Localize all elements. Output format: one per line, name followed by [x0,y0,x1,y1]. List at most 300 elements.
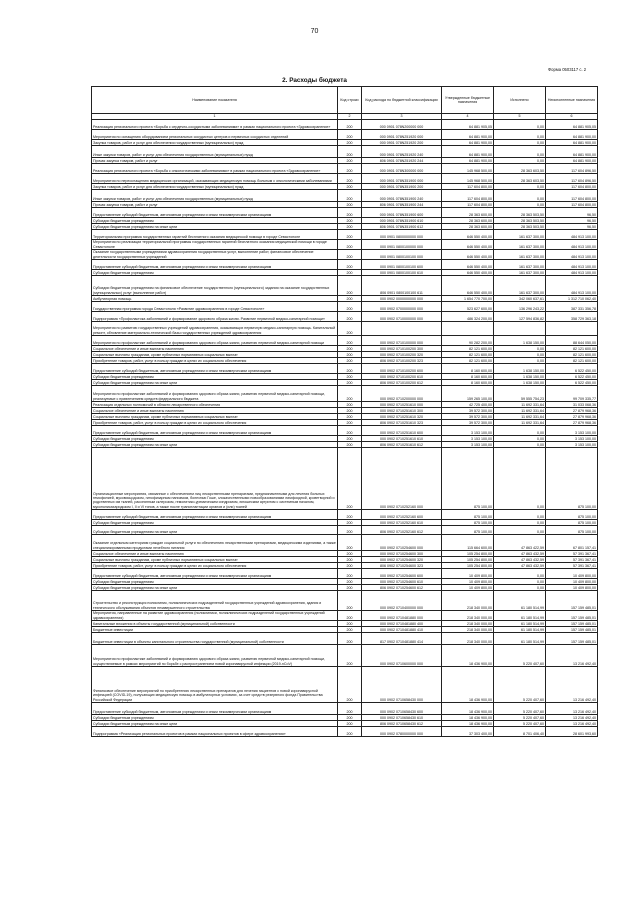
row-name-cell: Предоставление субсидий бюджетным, автономным учреждениям и иным некоммерческим организациям [92,364,338,374]
row-unexecuted-cell: 1 312 710 062,40 [546,296,598,302]
row-approved-cell: 646 550 400,00 [442,230,494,240]
row-approved-cell: 8 160 600,00 [442,380,494,386]
row-kbk-cell: 000 0902 0710254600 600 [362,569,442,579]
row-approved-cell: 28 363 600,00 [442,218,494,224]
row-approved-cell: 39 572 300,00 [442,414,494,420]
row-executed-cell: 0,00 [494,130,546,140]
table-row [92,312,598,322]
row-approved-cell: 523 627 600,00 [442,302,494,312]
row-name-cell: Капитальные вложения в объекты государственной (муниципальной) собственности [92,621,338,627]
row-unexecuted-cell: 484 913 100,00 [546,260,598,270]
row-kbk-cell: 000 0901 0800100100 610 [362,270,442,276]
row-executed-cell: 0,00 [494,158,546,164]
row-kbk-cell: 000 0902 0710251610 610 [362,436,442,442]
row-kbk-cell: 000 0902 0710254600 300 [362,551,442,557]
row-unexecuted-cell: 13 216 492,40 [546,715,598,721]
row-name-cell: Иные закупки товаров, работ и услуг для обеспечения государственных (муниципальных) нужд [92,190,338,202]
row-line-code-cell: 200 [338,563,362,569]
row-executed-cell: 11 692 331,64 [494,420,546,426]
row-line-code-cell: 200 [338,140,362,146]
row-kbk-cell: 000 0902 0710000000 000 [362,312,442,322]
table-row [92,611,598,621]
row-executed-cell: 47 863 432,59 [494,563,546,569]
row-line-code-cell: 200 [338,352,362,358]
row-approved-cell: 218 340 000,00 [442,611,494,621]
row-kbk-cell: 000 0902 0710100000 000 [362,336,442,346]
row-line-code-cell: 200 [338,202,362,208]
row-approved-cell: 646 550 400,00 [442,260,494,270]
row-kbk-cell: 806 0902 0710658430 612 [362,721,442,727]
row-approved-cell: 105 254 800,00 [442,551,494,557]
row-executed-cell: 28 363 503,50 [494,208,546,218]
row-unexecuted-cell: 6 522 450,00 [546,364,598,374]
table-row [92,667,598,703]
header-executed: Исполнено [494,87,546,114]
row-executed-cell: 161 637 300,00 [494,230,546,240]
row-unexecuted-cell: 6 522 450,00 [546,374,598,380]
row-line-code-cell: 200 [338,322,362,336]
row-executed-cell: 5 220 407,60 [494,721,546,727]
row-kbk-cell: 000 0902 0710252160 600 [362,510,442,520]
section-title: 2. Расходы бюджета [282,77,347,84]
row-kbk-cell: 806 0902 0710100200 323 [362,358,442,364]
row-unexecuted-cell: 10 409 800,00 [546,569,598,579]
row-name-cell: Субсидии бюджетным учреждениям на иные цели [92,721,338,727]
row-unexecuted-cell: 82 121 600,00 [546,352,598,358]
row-unexecuted-cell: 358 729 363,18 [546,312,598,322]
row-approved-cell: 28 363 600,00 [442,208,494,218]
table-row [92,130,598,140]
row-approved-cell: 18 436 900,00 [442,667,494,703]
row-name-cell: Субсидии бюджетным учреждениям на иные цели [92,585,338,591]
row-executed-cell: 0,00 [494,442,546,448]
row-kbk-cell: 000 0902 0710100200 300 [362,346,442,352]
row-name-cell: Социальное обеспечение и иные выплаты населению [92,408,338,414]
row-name-cell: Приобретение товаров, работ, услуг в пользу граждан в целях их социального обеспечения [92,563,338,569]
row-line-code-cell: 200 [338,591,362,611]
row-executed-cell: 61 180 514,99 [494,633,546,645]
row-approved-cell: 218 340 000,00 [442,591,494,611]
row-executed-cell: 0,00 [494,579,546,585]
row-line-code-cell: 200 [338,230,362,240]
row-unexecuted-cell: 64 881 900,00 [546,130,598,140]
row-unexecuted-cell: 27 879 968,36 [546,420,598,426]
row-line-code-cell: 200 [338,414,362,420]
row-kbk-cell: 000 0901 078N251920 240 [362,146,442,158]
table-row [92,364,598,374]
row-approved-cell: 18 436 900,00 [442,721,494,727]
row-line-code-cell: 200 [338,442,362,448]
table-row [92,526,598,535]
row-line-code-cell: 200 [338,164,362,174]
row-kbk-cell: 806 0902 0710252160 612 [362,526,442,535]
row-approved-cell: 8 160 600,00 [442,374,494,380]
row-name-cell: Реализация регионального проекта «Борьба с онкологическими заболеваниями» в рамках национального проекта «Здравоохранение» [92,164,338,174]
row-name-cell: Организационные мероприятия, связанные с обеспечением лиц лекарственными препаратами, предназначенными для лечения больных гемофилией, муковисцидозом, гипофизарным нанизмом, болезнью Гоше, злокачественными новообразованиями лимфоидной, кроветворной и родственных им тканей, рассеянным склерозом, гемолитико-уремическим синдромом, юношеским артритом с системным началом, мукополисахаридозом I, II и VI типов, а также после трансплантации органов и (или) тканей [92,448,338,510]
row-name-cell: Субсидии бюджетным учреждениям [92,715,338,721]
row-executed-cell: 61 180 514,99 [494,627,546,633]
row-line-code-cell: 200 [338,158,362,164]
row-unexecuted-cell: 157 159 485,01 [546,611,598,621]
row-executed-cell: 0,00 [494,510,546,520]
row-approved-cell: 3 153 100,00 [442,442,494,448]
row-unexecuted-cell: 6 522 450,00 [546,380,598,386]
row-approved-cell: 10 409 800,00 [442,585,494,591]
row-line-code-cell: 200 [338,276,362,296]
row-name-cell: Иные закупки товаров, работ и услуг для обеспечения государственных (муниципальных) нужд [92,146,338,158]
row-kbk-cell: 000 0901 078N251920 000 [362,130,442,140]
row-executed-cell: 47 863 422,59 [494,535,546,551]
table-row [92,190,598,202]
row-kbk-cell: 000 0902 0710252160 000 [362,448,442,510]
row-unexecuted-cell: 64 881 900,00 [546,146,598,158]
row-executed-cell: 0,00 [494,352,546,358]
table-row [92,174,598,184]
row-executed-cell: 0,00 [494,426,546,436]
row-name-cell: Субсидии бюджетным учреждениям [92,520,338,526]
row-approved-cell: 39 572 300,00 [442,420,494,426]
row-executed-cell: 5 220 407,60 [494,645,546,667]
row-approved-cell: 10 409 800,00 [442,579,494,585]
table-row [92,535,598,551]
row-approved-cell: 117 604 800,00 [442,184,494,190]
row-unexecuted-cell: 96,50 [546,224,598,230]
row-executed-cell: 47 863 432,59 [494,557,546,563]
page-number: 70 [310,28,319,35]
row-line-code-cell: 200 [338,621,362,627]
row-unexecuted-cell: 28 601 993,60 [546,727,598,737]
row-unexecuted-cell: 99 709 335,77 [546,386,598,402]
row-executed-cell: 0,00 [494,358,546,364]
row-line-code-cell: 200 [338,633,362,645]
row-name-cell: Реализация отдельных полномочий в области лекарственного обеспечения [92,402,338,408]
row-approved-cell: 64 881 900,00 [442,140,494,146]
row-name-cell: Социальные выплаты гражданам, кроме публичных нормативных социальных выплат [92,414,338,420]
row-executed-cell: 28 363 503,50 [494,218,546,224]
row-line-code-cell: 200 [338,336,362,346]
row-name-cell: Мероприятия по оснащению оборудованием региональных сосудистых центров и первичных сосудистых отделений [92,130,338,140]
header-unexecuted: Неисполненные назначения [546,87,598,114]
row-unexecuted-cell: 64 881 900,00 [546,158,598,164]
row-kbk-cell: 000 0901 078N200000 000 [362,120,442,130]
row-line-code-cell: 200 [338,667,362,703]
row-line-code-cell: 200 [338,448,362,510]
row-name-cell: Амбулаторная помощь [92,296,338,302]
row-executed-cell: 0,00 [494,140,546,146]
column-number: 1 [92,114,338,120]
row-name-cell: Субсидии бюджетным учреждениям [92,374,338,380]
row-kbk-cell: 000 0902 0710481880 400 [362,621,442,627]
table-row [92,591,598,611]
row-executed-cell: 0,00 [494,526,546,535]
row-executed-cell: 0,00 [494,202,546,208]
table-row [92,240,598,250]
form-code: Форма 0503117 с. 2 [548,67,587,72]
row-name-cell: Субсидии бюджетным учреждениям на иные цели [92,380,338,386]
row-line-code-cell: 200 [338,436,362,442]
row-approved-cell: 646 550 400,00 [442,250,494,260]
row-line-code-cell: 200 [338,408,362,414]
row-line-code-cell: 200 [338,146,362,158]
row-line-code-cell: 200 [338,374,362,380]
table-row [92,164,598,174]
row-unexecuted-cell: 3 153 100,00 [546,442,598,448]
row-kbk-cell: 000 0902 0710251610 000 [362,402,442,408]
row-name-cell: Субсидии бюджетным учреждениям [92,579,338,585]
row-kbk-cell: 000 0901 078N300000 000 [362,164,442,174]
table-row [92,448,598,510]
table-row [92,302,598,312]
row-kbk-cell: 000 0902 0710658430 000 [362,667,442,703]
row-name-cell: Мероприятия, направленные на развитие здравоохранения (поликлиники, поликлинических подразделений государственных учреждений здравоохранения) [92,611,338,621]
row-executed-cell: 342 060 637,61 [494,296,546,302]
row-approved-cell: 82 121 600,00 [442,352,494,358]
row-line-code-cell: 200 [338,174,362,184]
row-kbk-cell: 000 0902 0710658430 600 [362,703,442,715]
row-name-cell: Мероприятия по переоснащению медицинских организаций, оказывающих медицинскую помощь больным с онкологическими заболеваниями [92,174,338,184]
row-line-code-cell: 200 [338,611,362,621]
row-name-cell: Предоставление субсидий бюджетным, автономным учреждениям и иным некоммерческим организациям [92,208,338,218]
row-approved-cell: 82 121 600,00 [442,358,494,364]
row-name-cell: Бюджетные инвестиции в объекты капитального строительства государственной (муниципальной) собственности [92,633,338,645]
table-row [92,250,598,260]
row-executed-cell: 161 637 300,00 [494,276,546,296]
row-kbk-cell: 000 0902 0710481880 410 [362,627,442,633]
table-row [92,276,598,296]
row-kbk-cell: 806 0902 0710254600 612 [362,585,442,591]
row-name-cell: Финансовое обеспечение мероприятий по приобретению лекарственных препаратов для лечения пациентов с новой коронавирусной инфекцией (COVID-19), получающих медицинскую помощь в амбулаторных условиях, за счет средств резервного фонда Правительства Российской Федерации [92,667,338,703]
row-executed-cell: 11 692 331,64 [494,408,546,414]
row-approved-cell: 646 550 400,00 [442,270,494,276]
row-unexecuted-cell: 875 100,00 [546,448,598,510]
row-line-code-cell: 200 [338,190,362,202]
row-executed-cell: 28 363 603,50 [494,164,546,174]
row-kbk-cell: 000 0902 0710600000 000 [362,645,442,667]
table-row [92,645,598,667]
row-unexecuted-cell: 67 801 157,41 [546,535,598,551]
row-executed-cell: 11 692 331,64 [494,414,546,420]
row-approved-cell: 82 121 600,00 [442,346,494,352]
row-line-code-cell: 200 [338,551,362,557]
row-approved-cell: 115 664 600,00 [442,535,494,551]
row-approved-cell: 105 254 800,00 [442,557,494,563]
row-line-code-cell: 200 [338,645,362,667]
row-approved-cell [442,322,494,336]
header-line-code: Код строки [338,87,362,114]
row-executed-cell: 0,00 [494,184,546,190]
table-row [92,727,598,737]
row-name-cell: Мероприятия по реализации территориальной программы государственных гарантий бесплатного оказания медицинской помощи в городе Севастополе [92,240,338,250]
row-line-code-cell: 200 [338,727,362,737]
row-unexecuted-cell: 82 121 600,00 [546,358,598,364]
row-executed-cell: 8 701 406,40 [494,727,546,737]
row-kbk-cell: 000 0902 0710100200 600 [362,364,442,374]
row-kbk-cell: 000 0901 078N351900 610 [362,218,442,224]
row-line-code-cell: 200 [338,386,362,402]
row-line-code-cell: 200 [338,218,362,224]
row-kbk-cell: 806 0901 078N351900 612 [362,224,442,230]
header-name: Наименование показателя [92,87,338,114]
row-line-code-cell: 200 [338,120,362,130]
row-executed-cell: 0,00 [494,436,546,442]
row-kbk-cell [362,322,442,336]
row-kbk-cell: 000 0901 0800100100 000 [362,250,442,260]
row-name-cell: Субсидии бюджетным учреждениям [92,218,338,224]
table-row [92,208,598,218]
row-name-cell: Социальные выплаты гражданам, кроме публичных нормативных социальных выплат [92,557,338,563]
row-executed-cell: 127 594 836,82 [494,312,546,322]
row-executed-cell: 11 692 331,64 [494,402,546,408]
row-name-cell: Подпрограмма «Профилактика заболеваний и формирование здорового образа жизни. Развитие первичной медико-санитарной помощи» [92,312,338,322]
row-kbk-cell: 000 0901 078N251920 200 [362,140,442,146]
row-line-code-cell: 200 [338,364,362,374]
table-row [92,426,598,436]
row-line-code-cell: 200 [338,721,362,727]
table-header [92,87,598,120]
table-row [92,386,598,402]
row-line-code-cell: 200 [338,510,362,520]
row-name-cell: Мероприятия по профилактике заболеваний и формированию здорового образа жизни, развитию первичной медико-санитарной помощи, осуществляемые в рамках мероприятий по борьбе с распространением новой коронавирусной инфекции (2019-nCoV) [92,645,338,667]
row-name-cell: Оказание отдельным категориям граждан социальной услуги по обеспечению лекарственными препаратами, медицинскими изделиями, а также специализированными продуктами лечебного питания [92,535,338,551]
row-line-code-cell: 200 [338,224,362,230]
row-approved-cell: 875 100,00 [442,448,494,510]
row-approved-cell: 39 572 300,00 [442,408,494,414]
row-executed-cell: 59 555 754,23 [494,386,546,402]
row-kbk-cell: 806 0902 0710100200 612 [362,380,442,386]
row-executed-cell [494,322,546,336]
row-unexecuted-cell: 157 159 485,01 [546,591,598,611]
row-name-cell: Социальное обеспечение и иные выплаты населению [92,551,338,557]
row-kbk-cell: 806 0902 0710254600 323 [362,563,442,569]
row-kbk-cell: 000 0901 078N351900 600 [362,208,442,218]
row-kbk-cell: 806 0901 078N351900 244 [362,202,442,208]
row-approved-cell: 875 100,00 [442,526,494,535]
row-line-code-cell: 200 [338,380,362,386]
row-unexecuted-cell: 10 409 800,00 [546,585,598,591]
row-name-cell: Строительство и реконструкция поликлиник, поликлинических подразделений государственных учреждений здравоохранения, здания и технического обслуживания объектов незавершенного строительства [92,591,338,611]
row-executed-cell: 28 363 503,50 [494,224,546,230]
header-kbk: Код расхода по бюджетной классификации [362,87,442,114]
row-kbk-cell: 000 0901 078N351900 240 [362,190,442,202]
row-name-cell: Предоставление субсидий бюджетным, автономным учреждениям и иным некоммерческим организациям [92,703,338,715]
row-executed-cell: 1 638 150,00 [494,380,546,386]
table-row [92,336,598,346]
row-approved-cell: 18 436 900,00 [442,715,494,721]
row-unexecuted-cell: 157 159 485,01 [546,633,598,645]
row-approved-cell: 486 324 200,00 [442,312,494,322]
table-row [92,260,598,270]
row-kbk-cell: 806 0901 0800100100 611 [362,276,442,296]
row-unexecuted-cell: 117 604 896,50 [546,164,598,174]
row-line-code-cell: 200 [338,426,362,436]
column-number: 2 [338,114,362,120]
row-approved-cell: 117 604 800,00 [442,190,494,202]
row-kbk-cell: 000 0902 0710254600 610 [362,579,442,585]
row-executed-cell: 0,00 [494,585,546,591]
row-kbk-cell: 000 0902 0710400000 000 [362,591,442,611]
row-unexecuted-cell: 57 391 367,41 [546,563,598,569]
column-number: 6 [546,114,598,120]
row-line-code-cell: 200 [338,184,362,190]
row-line-code-cell: 200 [338,715,362,721]
table-row [92,569,598,579]
row-unexecuted-cell: 387 331 356,78 [546,302,598,312]
row-executed-cell: 1 638 150,00 [494,336,546,346]
row-unexecuted-cell: 875 100,00 [546,520,598,526]
row-kbk-cell: 000 0902 0000000000 000 [362,296,442,302]
row-unexecuted-cell: 31 033 068,36 [546,402,598,408]
row-name-cell: Бюджетные инвестиции [92,627,338,633]
row-executed-cell: 161 637 300,00 [494,250,546,260]
row-executed-cell: 0,00 [494,346,546,352]
row-name-cell: Предоставление субсидий бюджетным, автономным учреждениям и иным некоммерческим организациям [92,510,338,520]
table-row [92,322,598,336]
row-kbk-cell: 000 0901 078N351900 000 [362,174,442,184]
row-executed-cell: 28 363 603,50 [494,174,546,184]
row-name-cell: Социальные выплаты гражданам, кроме публичных нормативных социальных выплат [92,352,338,358]
row-unexecuted-cell: 157 159 485,01 [546,627,598,633]
row-executed-cell: 0,00 [494,520,546,526]
row-name-cell: Приобретение товаров, работ, услуг в пользу граждан в целях их социального обеспечения [92,420,338,426]
row-name-cell: Мероприятия по развитию государственных учреждений здравоохранения, оказывающих первичную медико-санитарную помощь. Капитальный ремонт, обновление материально-технической базы государственных учреждений здравоохранения [92,322,338,336]
table-body [92,120,598,737]
row-approved-cell: 1 654 770 700,00 [442,296,494,302]
row-approved-cell: 18 436 900,00 [442,703,494,715]
row-unexecuted-cell: 13 216 492,40 [546,721,598,727]
row-approved-cell: 64 881 900,00 [442,130,494,140]
row-unexecuted-cell: 57 391 367,41 [546,551,598,557]
row-unexecuted-cell: 64 881 900,00 [546,140,598,146]
row-unexecuted-cell: 875 100,00 [546,510,598,520]
column-number: 4 [442,114,494,120]
row-line-code-cell: 200 [338,402,362,408]
row-name-cell: Территориальная программа государственных гарантий бесплатного оказания медицинской помощи в городе Севастополе [92,230,338,240]
row-unexecuted-cell: 13 216 492,40 [546,667,598,703]
row-line-code-cell: 200 [338,260,362,270]
row-kbk-cell: 000 0902 0710251610 600 [362,426,442,436]
row-executed-cell: 61 180 514,99 [494,621,546,627]
row-name-cell: Субсидии бюджетным учреждениям [92,436,338,442]
row-executed-cell: 1 638 150,00 [494,364,546,374]
row-executed-cell: 0,00 [494,190,546,202]
row-name-cell: Субсидии бюджетным учреждениям на иные цели [92,442,338,448]
row-approved-cell: 646 550 400,00 [442,276,494,296]
row-name-cell: Предоставление субсидий бюджетным, автономным учреждениям и иным некоммерческим организациям [92,260,338,270]
row-unexecuted-cell: 57 391 367,41 [546,557,598,563]
row-approved-cell: 105 254 800,00 [442,563,494,569]
row-unexecuted-cell: 117 604 800,00 [546,190,598,202]
row-line-code-cell: 200 [338,270,362,276]
row-name-cell: Оказание государственными учреждениями здравоохранения государственных услуг, выполнение работ, финансовое обеспечение деятельности государственных учреждений [92,250,338,260]
row-name-cell: Приобретение товаров, работ, услуг в пользу граждан в целях их социального обеспечения [92,358,338,364]
row-approved-cell: 3 153 100,00 [442,426,494,436]
table-row [92,510,598,520]
row-name-cell: Подпрограмма «Реализация региональных проектов в рамках национальных проектов в сфере здравоохранения» [92,727,338,737]
row-kbk-cell: 000 0901 078N351900 200 [362,184,442,190]
row-approved-cell: 875 100,00 [442,510,494,520]
row-executed-cell: 61 180 514,99 [494,591,546,611]
row-approved-cell: 117 604 800,00 [442,202,494,208]
row-kbk-cell: 000 0902 0710251610 300 [362,408,442,414]
row-name-cell: Субсидии бюджетным учреждениям на иные цели [92,526,338,535]
row-line-code-cell: 200 [338,240,362,250]
row-unexecuted-cell: 27 879 968,36 [546,408,598,414]
row-executed-cell: 136 296 243,22 [494,302,546,312]
row-kbk-cell: 000 0902 0710100200 610 [362,374,442,380]
row-name-cell: Мероприятия по профилактике заболеваний и формированию здорового образа жизни, развитию первичной медико-санитарной помощи [92,336,338,346]
row-approved-cell: 18 436 900,00 [442,645,494,667]
row-executed-cell: 161 637 300,00 [494,260,546,270]
